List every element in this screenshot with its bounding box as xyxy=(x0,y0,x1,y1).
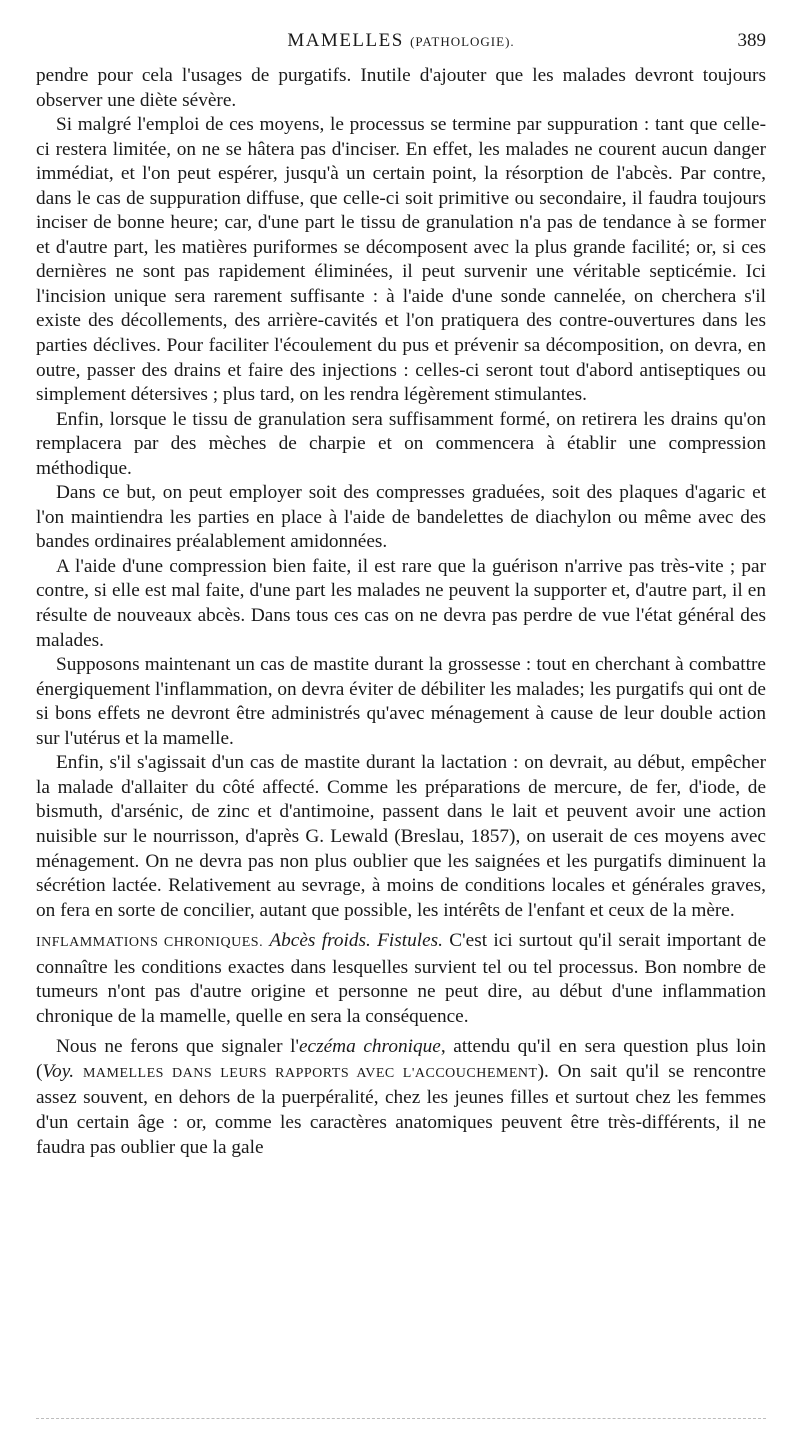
running-head xyxy=(36,30,766,56)
running-title xyxy=(36,30,766,52)
eczema-term: eczéma chronique xyxy=(298,1036,441,1058)
body-text xyxy=(36,64,766,1160)
paragraph-suppuration: Si malgré l'emploi de ces moyens, le processus se termine par suppuration : tant que celle-ci restera limitée, on ne se hâtera pas d'inciser. En effet, les malades ne courent aucun danger immédiat, et l'on peut espérer, jusqu'à un certain point, la résorption de l'abcès. Par contre, dans le cas de suppuration diffuse, que celle-ci soit primitive ou secondaire, il faudra toujours inciser de bonne heure; car, d'une part le tissu de granulation n'a pas de tendance à se former et d'autre part, les matières puriformes se décomposent avec la plus grande facilité; or, si ces dernières ne sont pas rapidement éliminées, il peut survenir une véritable septicémie. Ici l'incision unique sera rarement suffisante : à l'aide d'une sonde cannelée, on cherchera s'il existe des décollements, des arrière-cavités et l'on pratiquera des contre-ouvertures dans les parties déclives. Pour faciliter l'écoulement du pus et prévenir sa décomposition, on devra, en outre, passer des drains et faire des injections : celles-ci seront tout d'abord antiseptiques ou simplement détersives ; plus tard, on les rendra légèrement stimulantes. xyxy=(36,114,766,406)
voy-abbrev: Voy. xyxy=(42,1060,75,1082)
paragraph-grossesse: Supposons maintenant un cas de mastite durant la grossesse : tout en cherchant à combattre énergiquement l'inflammation, on devra éviter de débiliter les malades; les purgatifs qui ont de si bons effets ne devront être administrés qu'avec ménagement à cause de leur double action sur l'utérus et la mamelle. xyxy=(36,654,766,749)
paragraph-continuation: pendre pour cela l'usages de purgatifs. Inutile d'ajouter que les malades devront toujours observer une diète sévère. xyxy=(36,65,766,111)
section-subheading: Abcès froids. Fistules. xyxy=(269,930,443,952)
eczema-intro: Nous ne ferons que signaler l' xyxy=(56,1036,299,1058)
running-title-main: MAMELLES xyxy=(287,30,404,51)
section-heading: INFLAMMATIONS CHRONIQUES. xyxy=(36,935,264,951)
paragraph-compression-start: Enfin, lorsque le tissu de granulation sera suffisamment formé, on retirera les drains qu'on remplacera par des mèches de charpie et on commencera à établir une compression méthodique. xyxy=(36,408,766,479)
paragraph-guerison: A l'aide d'une compression bien faite, il est rare que la guérison n'arrive pas très-vite ; par contre, si elle est mal faite, d'une part les malades ne peuvent la supporter et, d'autre part, il en résulte de nouveaux abcès. Dans tous ces cas on ne devra pas perdre de vue l'état général des malades. xyxy=(36,555,766,651)
paragraph-lactation: Enfin, s'il s'agissait d'un cas de mastite durant la lactation : on devrait, au début, empêcher la malade d'allaiter du côté affecté. Comme les préparations de mercure, de fer, d'iode, de bismuth, d'arsénic, de zinc et d'antimoine, passent dans le lait et peuvent avoir une action nuisible sur le nourrisson, d'après G. Lewald (Breslau, 1857), on userait de ces moyens avec ménagement. On ne devra pas non plus oublier que les saignées et les purgatifs diminuent la sécrétion lactée. Relativement au sevrage, à moins de conditions locales et générales graves, on fera en sorte de concilier, autant que possible, les intérêts de l'enfant et ceux de la mère. xyxy=(36,752,766,921)
cross-reference: MAMELLES DANS LEURS RAPPORTS AVEC L'ACCOUCHEMENT xyxy=(82,1065,538,1081)
paragraph-inflammations-chroniques xyxy=(36,929,766,1029)
section-text: C'est ici surtout qu'il serait important de connaître les conditions exactes dans lesquelles survient tel ou tel processus. Bon nombre de tumeurs n'ont pas d'autre origine et personne ne peut dire, au début d'une inflammation chronique de la mamelle, quelle en sera la conséquence. xyxy=(36,930,766,1027)
paragraph-compresses: Dans ce but, on peut employer soit des compresses graduées, soit des plaques d'agaric et l'on maintiendra les parties en place à l'aide de bandelettes de diachylon ou même avec des bandes ordinaires préalablement amidonnées. xyxy=(36,482,766,553)
eczema-rest: ). On sait qu'il se rencontre assez souvent, en dehors de la puerpéralité, chez les jeunes filles et surtout chez les femmes d'un certain âge : or, comme les caractères anatomiques peuvent être très-différents, il ne faudra pas oublier que la gale xyxy=(36,1060,766,1158)
page-number: 389 xyxy=(737,30,766,51)
paragraph-eczema xyxy=(36,1035,766,1160)
running-title-sub: (PATHOLOGIE). xyxy=(410,34,515,49)
eczema-middle: , attendu qu'il en sera question plus loin ( xyxy=(36,1036,766,1082)
bottom-rule xyxy=(36,1418,766,1419)
